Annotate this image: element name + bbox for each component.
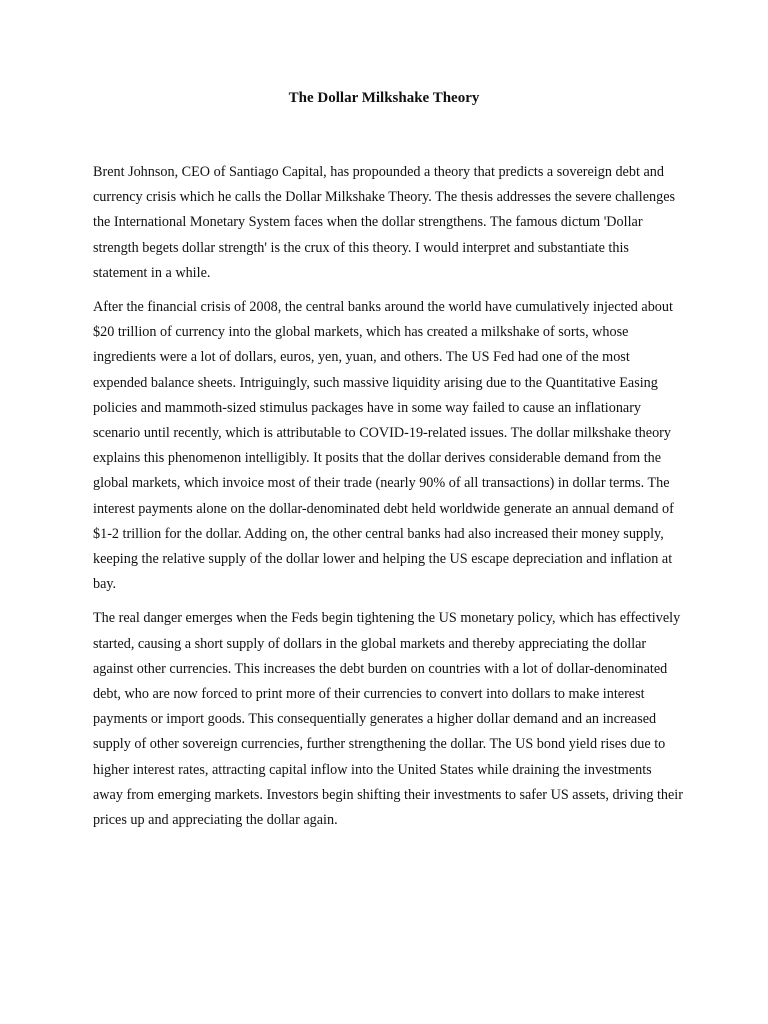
document-body bbox=[93, 160, 683, 842]
paragraph-2: After the financial crisis of 2008, the central banks around the world have cumulatively injected about $20 trillion of currency into the global markets, which has created a milkshake of sorts, whose ingredients were a lot of dollars, euros, yen, yuan, and others. The US Fed had one of the most expended balance sheets. Intriguingly, such massive liquidity arising due to the Quantitative Easing policies and mammoth-sized stimulus packages have in some way failed to cause an inflationary scenario until recently, which is attributable to COVID-19-related issues. The dollar milkshake theory explains this phenomenon intelligibly. It posits that the dollar derives considerable demand from the global markets, which invoice most of their trade (nearly 90% of all transactions) in dollar terms. The interest payments alone on the dollar-denominated debt held worldwide generate an annual demand of $1-2 trillion for the dollar. Adding on, the other central banks had also increased their money supply, keeping the relative supply of the dollar lower and helping the US escape depreciation and inflation at bay. bbox=[93, 299, 674, 593]
paragraph-1: Brent Johnson, CEO of Santiago Capital, has propounded a theory that predicts a sovereign debt and currency crisis which he calls the Dollar Milkshake Theory. The thesis addresses the severe challenges the International Monetary System faces when the dollar strengthens. The famous dictum 'Dollar strength begets dollar strength' is the crux of this theory. I would interpret and substantiate this statement in a while. bbox=[93, 164, 676, 281]
paragraph-3: The real danger emerges when the Feds begin tightening the US monetary policy, which has effectively started, causing a short supply of dollars in the global markets and thereby appreciating the dollar against other currencies. This increases the debt burden on countries with a lot of dollar-denominated debt, who are now forced to print more of their currencies to convert into dollars to make interest payments or import goods. This consequentially generates a higher dollar demand and an increased supply of other sovereign currencies, further strengthening the dollar. The US bond yield rises due to higher interest rates, attracting capital inflow into the United States while draining the investments away from emerging markets. Investors begin shifting their investments to safer US assets, driving their prices up and appreciating the dollar again. bbox=[93, 610, 683, 829]
document-title: The Dollar Milkshake Theory bbox=[288, 90, 480, 106]
